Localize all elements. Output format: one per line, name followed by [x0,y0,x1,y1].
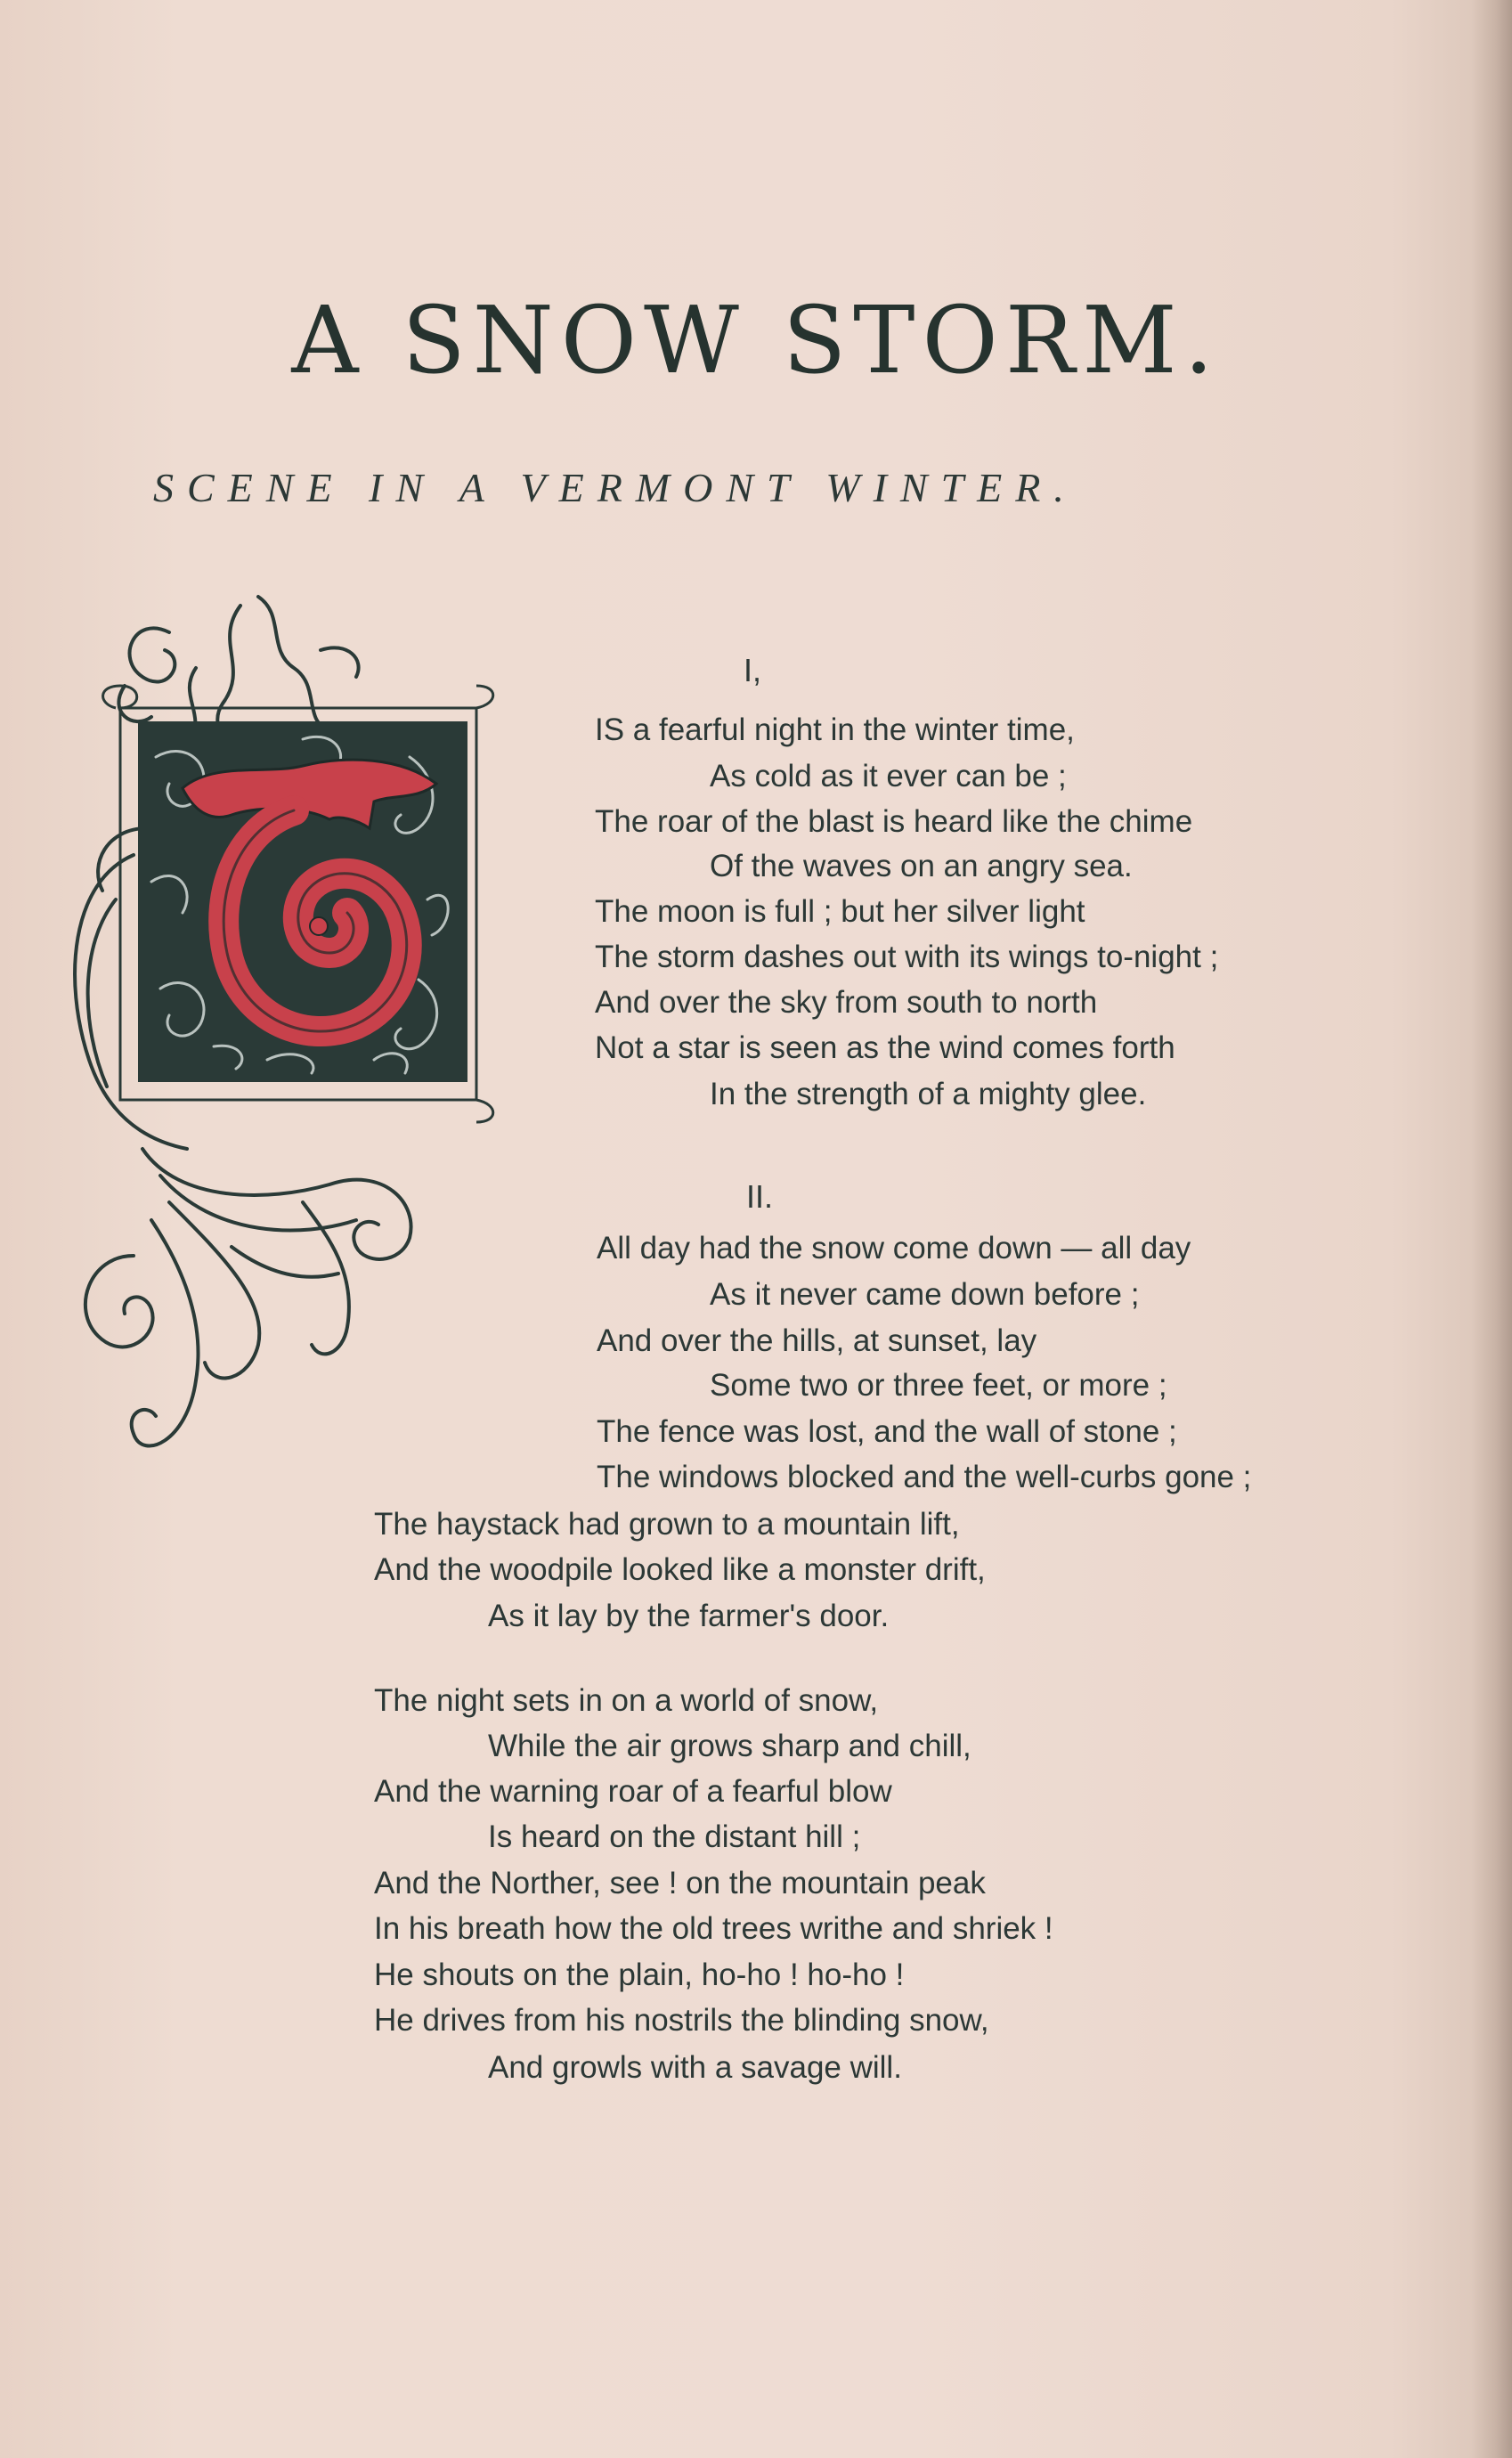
poem-line: And the Norther, see ! on the mountain peak [374,1866,986,1900]
poem-line: Is heard on the distant hill ; [488,1819,861,1854]
poem-line: And the warning roar of a fearful blow [374,1774,892,1809]
poem-line: He drives from his nostrils the blinding snow, [374,2003,989,2038]
poem-subtitle: SCENE IN A VERMONT WINTER. [153,465,1077,510]
stanza-number-1: I, [744,652,762,688]
poem-line: The moon is full ; but her silver light [595,894,1085,929]
poem-line: And over the sky from south to north [595,985,1098,1020]
poem-line: And growls with a savage will. [488,2050,902,2085]
poem-line: The haystack had grown to a mountain lift, [374,1507,960,1542]
poem-line: In the strength of a mighty glee. [710,1077,1147,1111]
poem-line: The roar of the blast is heard like the chime [595,804,1193,839]
poem-line: All day had the snow come down — all day [597,1231,1191,1266]
poem-line: Of the waves on an angry sea. [710,849,1133,883]
poem-line: The windows blocked and the well-curbs gone ; [597,1460,1252,1494]
poem-line: The storm dashes out with its wings to-night ; [595,940,1219,974]
poem-line: As it never came down before ; [710,1277,1140,1312]
poem-line: As it lay by the farmer's door. [488,1599,890,1633]
poem-line: IS a fearful night in the winter time, [595,712,1075,747]
poem-line: Not a star is seen as the wind comes forth [595,1030,1175,1065]
poem-line: As cold as it ever can be ; [710,759,1067,794]
poem-line: He shouts on the plain, ho-ho ! ho-ho ! [374,1957,905,1992]
drop-cap-ornament [36,561,570,1505]
poem-line: The fence was lost, and the wall of stone ; [597,1414,1177,1449]
poem-line: The night sets in on a world of snow, [374,1683,879,1718]
poem-line: Some two or three feet, or more ; [710,1368,1167,1403]
poem-line: In his breath how the old trees writhe and shriek ! [374,1911,1053,1946]
stanza-number-2: II. [746,1178,774,1215]
poem-line: While the air grows sharp and chill, [488,1729,971,1763]
poem-line: And the woodpile looked like a monster drift, [374,1552,986,1587]
poem-title: A SNOW STORM. [291,286,1221,395]
poem-line: And over the hills, at sunset, lay [597,1323,1037,1358]
